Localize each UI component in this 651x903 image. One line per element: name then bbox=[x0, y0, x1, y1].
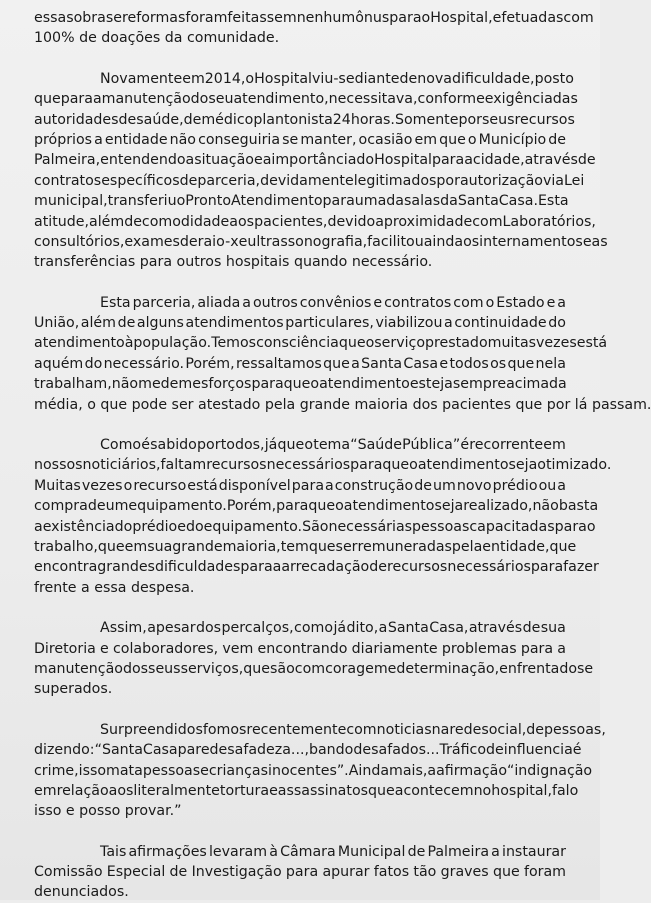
paragraph-gap bbox=[34, 49, 566, 69]
paragraph bbox=[34, 8, 594, 49]
text-line: Tais afirmações levaram à Câmara Municipal de Palmeira a instaurar bbox=[100, 843, 566, 860]
text-line: Esta parceria, aliada a outros convênios e contratos com o Estado e a bbox=[100, 294, 566, 311]
text-line: Como é sabido por todos, já que o tema “Saúde Pública” é recorrente em bbox=[100, 437, 566, 454]
text-line: municipal, transferiu o Pronto Atendimento para uma das alas da Santa Casa. Esta bbox=[34, 193, 569, 210]
paragraph bbox=[34, 842, 566, 903]
text-line: Assim, apesar dos percalços, como já dito, a Santa Casa, através de sua bbox=[100, 620, 566, 637]
text-line: denunciados. bbox=[34, 884, 129, 901]
text-line: Palmeira, entendendo a situação e a importância do Hospital para a cidade, através de bbox=[34, 152, 596, 169]
text-line: encontra grandes dificuldades para a arrecadação de recursos necessários para fazer bbox=[34, 559, 599, 576]
document-body bbox=[34, 8, 651, 903]
text-line: atendimento à população. Temos consciência que o serviço prestado muitas vezes está bbox=[34, 335, 608, 352]
text-line: Diretoria e colaboradores, vem encontrando diariamente problemas para a bbox=[34, 640, 566, 657]
text-line: trabalham, não medem esforços para que o atendimento esteja sempre acima da bbox=[34, 376, 567, 393]
text-line: transferências para outros hospitais quando necessário. bbox=[34, 254, 433, 271]
paragraph-gap bbox=[34, 700, 566, 720]
paragraph-gap bbox=[34, 598, 566, 618]
text-line: compra de um equipamento. Porém, para que o atendimento seja realizado, não basta bbox=[34, 498, 599, 515]
text-line: nossos noticiários, faltam recursos necessários para que o atendimento seja otimizado. bbox=[34, 457, 612, 474]
paragraph bbox=[34, 435, 612, 598]
paragraph-gap bbox=[34, 415, 566, 435]
text-line: Novamente em 2014, o Hospital viu-se diante de nova dificuldade, posto bbox=[100, 70, 574, 87]
text-line: Comissão Especial de Investigação para apurar fatos tão graves que foram bbox=[34, 864, 566, 881]
text-line: que para a manutenção do seu atendimento, necessitava, conforme exigência das bbox=[34, 91, 578, 108]
paragraph bbox=[34, 720, 606, 822]
text-line: Surpreendidos fomos recentemente com noticias na rede social, de pessoas, bbox=[100, 721, 606, 738]
text-line: média, o que pode ser atestado pela grande maioria dos pacientes que por lá passam. bbox=[34, 396, 651, 413]
text-line: em relação aos literalmente tortura e assassinatos que acontecem no hospital, falo bbox=[34, 782, 579, 799]
paragraph bbox=[34, 293, 651, 415]
text-line: crime, isso mata pessoas e crianças inocentes”. Ainda mais, a afirmação “indignação bbox=[34, 762, 593, 779]
text-line: aquém do necessário. Porém, ressaltamos que a Santa Casa e todos os que nela bbox=[34, 355, 566, 372]
text-line: trabalho, que em sua grande maioria, tem que ser remuneradas pela entidade, que bbox=[34, 538, 577, 555]
text-line: a existência do prédio e do equipamento. São necessárias pessoas capacitadas para o bbox=[34, 518, 596, 535]
text-line: autoridades de saúde, de médico plantonista 24 horas. Somente por seus recursos bbox=[34, 111, 575, 128]
text-line: dizendo: “ Santa Casa pare de safadeza..., bando de safados... Tráfico de influencia é bbox=[34, 742, 582, 759]
text-line: consultórios, exames de raio-x e ultrassonografia, facilitou ainda os internamentos e as bbox=[34, 233, 608, 250]
text-line: 100% de doações da comunidade. bbox=[34, 30, 280, 47]
text-line: frente a essa despesa. bbox=[34, 579, 195, 596]
paragraph bbox=[34, 618, 594, 700]
text-line: contratos específicos de parceria, devidamente legitimados por autorização via Lei bbox=[34, 172, 585, 189]
text-line: Muitas vezes o recurso está disponível para a construção de um novo prédio ou a bbox=[34, 477, 566, 494]
paragraph bbox=[34, 69, 608, 273]
text-line: União, além de alguns atendimentos particulares, viabilizou a continuidade do bbox=[34, 315, 566, 332]
text-line: essas obras e reformas foram feitas sem nenhum ônus para o Hospital, efetuadas com bbox=[34, 10, 594, 26]
text-line: próprios a entidade não conseguiria se manter, ocasião em que o Município de bbox=[34, 131, 566, 148]
paragraph-gap bbox=[34, 273, 566, 293]
text-line: isso e posso provar.” bbox=[34, 803, 182, 820]
text-line: atitude, além de comodidade aos pacientes, devido a proximidade com Laboratórios, bbox=[34, 213, 596, 230]
paragraph-gap bbox=[34, 822, 566, 842]
text-line: superados. bbox=[34, 681, 113, 698]
text-line: manutenção dos seus serviços, que são com coragem e determinação, enfrentados e bbox=[34, 660, 594, 677]
